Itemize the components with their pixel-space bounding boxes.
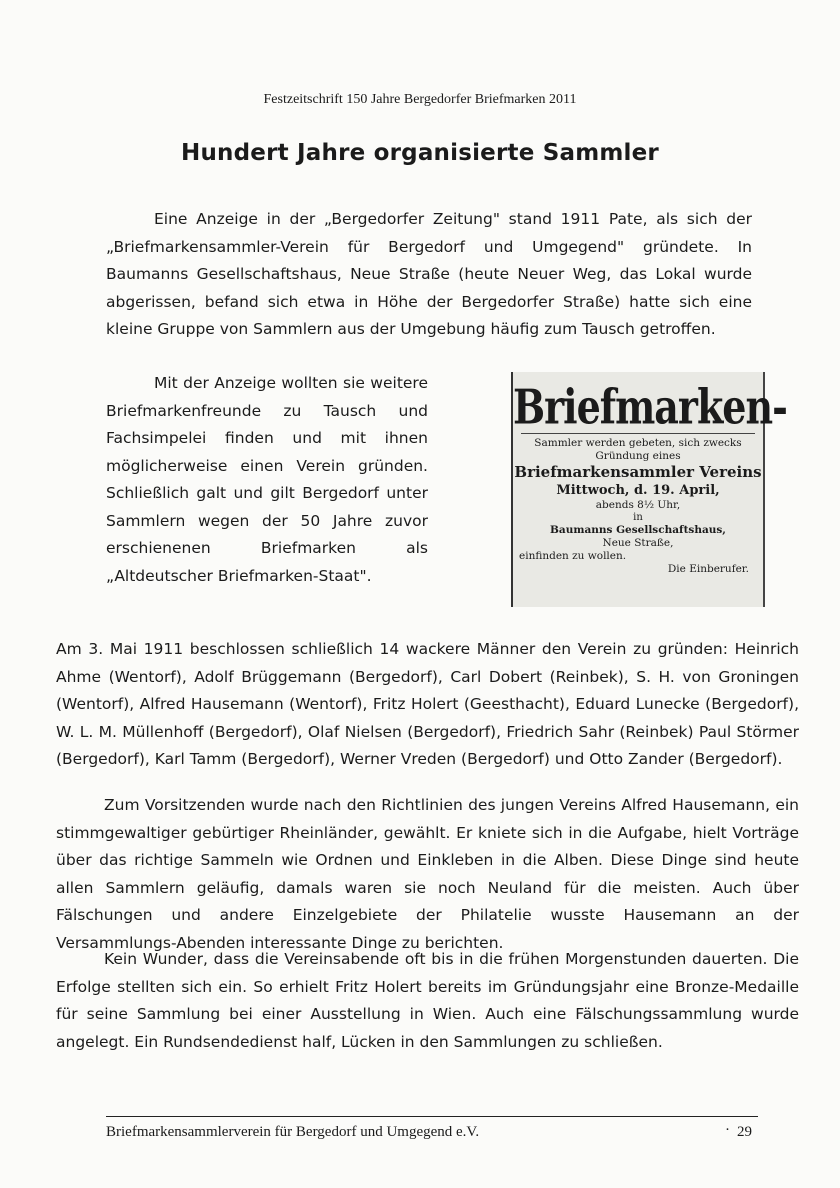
paragraph-1: Eine Anzeige in der „Bergedorfer Zeitung" stand 1911 Pate, als sich der „Briefmarkensammler-Verein für Bergedorf und Umgegend" gründete. In Baumanns Gesellschaftshaus, Neue Straße (heute Neuer Weg, das Lokal wurde abgerissen, befand sich etwa in Höhe der Bergedorfer Straße) hatte sich eine kleine Gruppe von Sammlern aus der Umgebung häufig zum Tausch getroffen. [106, 210, 752, 338]
clipping-line-1: Sammler werden gebeten, sich zwecks [534, 437, 742, 449]
page-number: 29 [737, 1124, 752, 1140]
paragraph-5: Kein Wunder, dass die Vereinsabende oft bis in die frühen Morgenstunden dauerten. Die Erfolge stellten sich ein. So erhielt Fritz Holert bereits im Gründungsjahr eine Bronze-Medaille für seine Sammlung bei einer Ausstellung in Wien. Auch eine Fälschungssammlung wurde angelegt. Ein Rundsendedienst half, Lücken in den Sammlungen zu schließen. [56, 950, 799, 1051]
page-footer [106, 1124, 758, 1141]
newspaper-clipping [511, 372, 787, 607]
clipping-signature: Die Einberufer. [667, 563, 749, 575]
footer-dot: · [725, 1122, 730, 1138]
paragraph-3: Am 3. Mai 1911 beschlossen schließlich 14 wackere Männer den Verein zu gründen: Heinrich Ahme (Wentorf), Adolf Brüggemann (Bergedorf), Carl Dobert (Reinbek), S. H. von Groningen (Wentorf), Alfred Hausemann (Wentorf), Fritz Holert (Geesthacht), Eduard Lunecke (Bergedorf), W. L. M. Müllenhoff (Bergedorf), Olaf Nielsen (Bergedorf), Friedrich Sahr (Reinbek) Paul Störmer (Bergedorf), Karl Tamm (Bergedorf), Werner Vreden (Bergedorf) und Otto Zander (Bergedorf). [56, 640, 799, 768]
clipping-line-2: Gründung eines [595, 450, 681, 462]
footer-divider [106, 1116, 758, 1117]
clipping-line-5: abends 8½ Uhr, [595, 499, 681, 511]
clipping-line-8: Neue Straße, [602, 537, 674, 549]
clipping-line-6: in [633, 512, 643, 523]
clipping-line-9: einfinden zu wollen. [519, 550, 627, 562]
clipping-line-7: Baumanns Gesellschaftshaus, [550, 524, 726, 536]
paragraph-4: Zum Vorsitzenden wurde nach den Richtlinien des jungen Vereins Alfred Hausemann, ein stimmgewaltiger gebürtiger Rheinländer, gewählt. Er kniete sich in die Aufgabe, hielt Vorträge über das richtige Sammeln wie Ordnen und Einkleben in die Alben. Diese Dinge sind heute allen Sammlern geläufig, damals waren sie noch Neuland für die meisten. Auch über Fälschungen und andere Einzelgebiete der Philatelie wusste Hausemann an der Versammlungs-Abenden interessante Dinge zu berichten. [56, 796, 799, 952]
footer-organization: Briefmarkensammlerverein für Bergedorf und Umgegend e.V. [106, 1124, 480, 1140]
article-title: Hundert Jahre organisierte Sammler [181, 140, 659, 166]
running-header: Festzeitschrift 150 Jahre Bergedorfer Briefmarken 2011 [263, 92, 577, 107]
paragraph-2: Mit der Anzeige wollten sie weitere Briefmarkenfreunde zu Tausch und Fachsimpelei finden und mit ihnen möglicherweise einen Verein gründen. Schließlich galt und gilt Bergedorf unter Sammlern wegen der 50 Jahre zuvor erschienenen Briefmarken als „Altdeutscher Briefmarken-Staat". [106, 374, 428, 585]
clipping-line-3: Briefmarkensammler Vereins [514, 463, 762, 481]
clipping-headline: Briefmarken- [513, 378, 787, 435]
clipping-line-4: Mittwoch, d. 19. April, [556, 483, 720, 498]
